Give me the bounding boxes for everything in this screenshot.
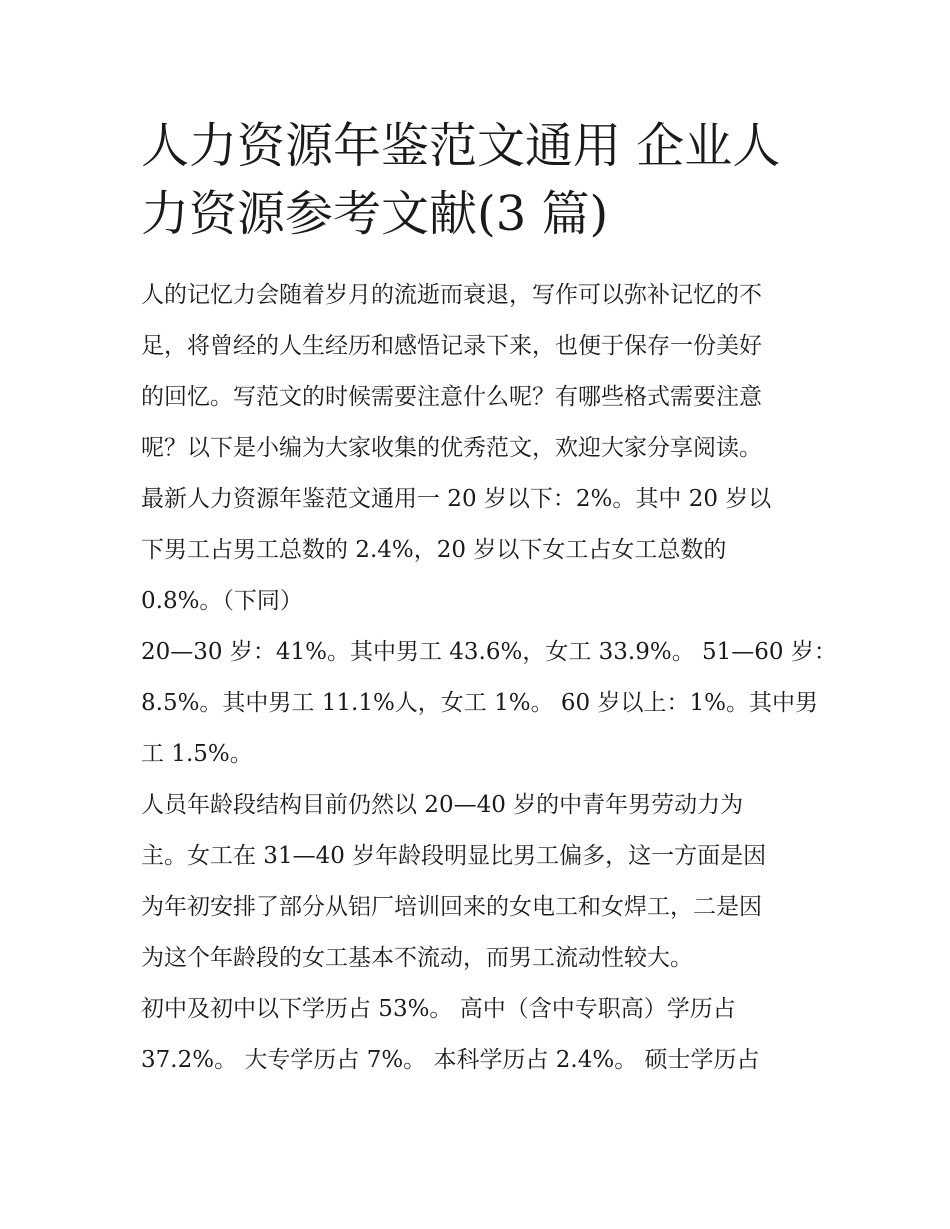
text-line: 下男工占男工总数的 2.4%，20 岁以下女工占女工总数的 (141, 537, 727, 563)
age-structure-paragraph (141, 780, 813, 984)
text-line: 呢？以下是小编为大家收集的优秀范文，欢迎大家分享阅读。 (141, 435, 762, 461)
text-line: 37.2%。 大专学历占 7%。 本科学历占 2.4%。 硕士学历占 (141, 1047, 760, 1073)
text-line: 的回忆。写范文的时候需要注意什么呢？有哪些格式需要注意 (141, 384, 762, 410)
document-body (141, 270, 837, 1086)
text-line: 人员年龄段结构目前仍然以 20—40 岁的中青年男劳动力为 (141, 792, 744, 818)
text-line: 初中及初中以下学历占 53%。 高中（含中专职高）学历占 (141, 996, 736, 1022)
text-line: 足，将曾经的人生经历和感悟记录下来，也便于保存一份美好 (141, 333, 762, 359)
title-line: 力资源参考文献(3 篇) (141, 186, 609, 242)
document-title (141, 112, 813, 248)
text-line: 最新人力资源年鉴范文通用一 20 岁以下：2%。其中 20 岁以 (141, 486, 772, 512)
text-line: 主。女工在 31—40 岁年龄段明显比男工偏多，这一方面是因 (141, 843, 767, 869)
text-line: 20—30 岁：41%。其中男工 43.6%，女工 33.9%。 51—60 岁： (141, 639, 837, 665)
text-line: 工 1.5%。 (141, 741, 253, 767)
text-line: 8.5%。其中男工 11.1%人，女工 1%。 60 岁以上：1%。其中男 (141, 690, 818, 716)
age-under-20-paragraph (141, 474, 813, 627)
title-line: 人力资源年鉴范文通用 企业人 (141, 118, 781, 174)
document-content (141, 112, 837, 1086)
text-line: 人的记忆力会随着岁月的流逝而衰退，写作可以弥补记忆的不 (141, 282, 762, 308)
education-paragraph (141, 984, 813, 1086)
intro-paragraph (141, 270, 813, 474)
text-line: 为这个年龄段的女工基本不流动，而男工流动性较大。 (141, 945, 693, 971)
text-line: 为年初安排了部分从铝厂培训回来的女电工和女焊工，二是因 (141, 894, 762, 920)
text-line: 0.8%。（下同） (141, 588, 303, 614)
age-ranges-paragraph (141, 627, 837, 780)
